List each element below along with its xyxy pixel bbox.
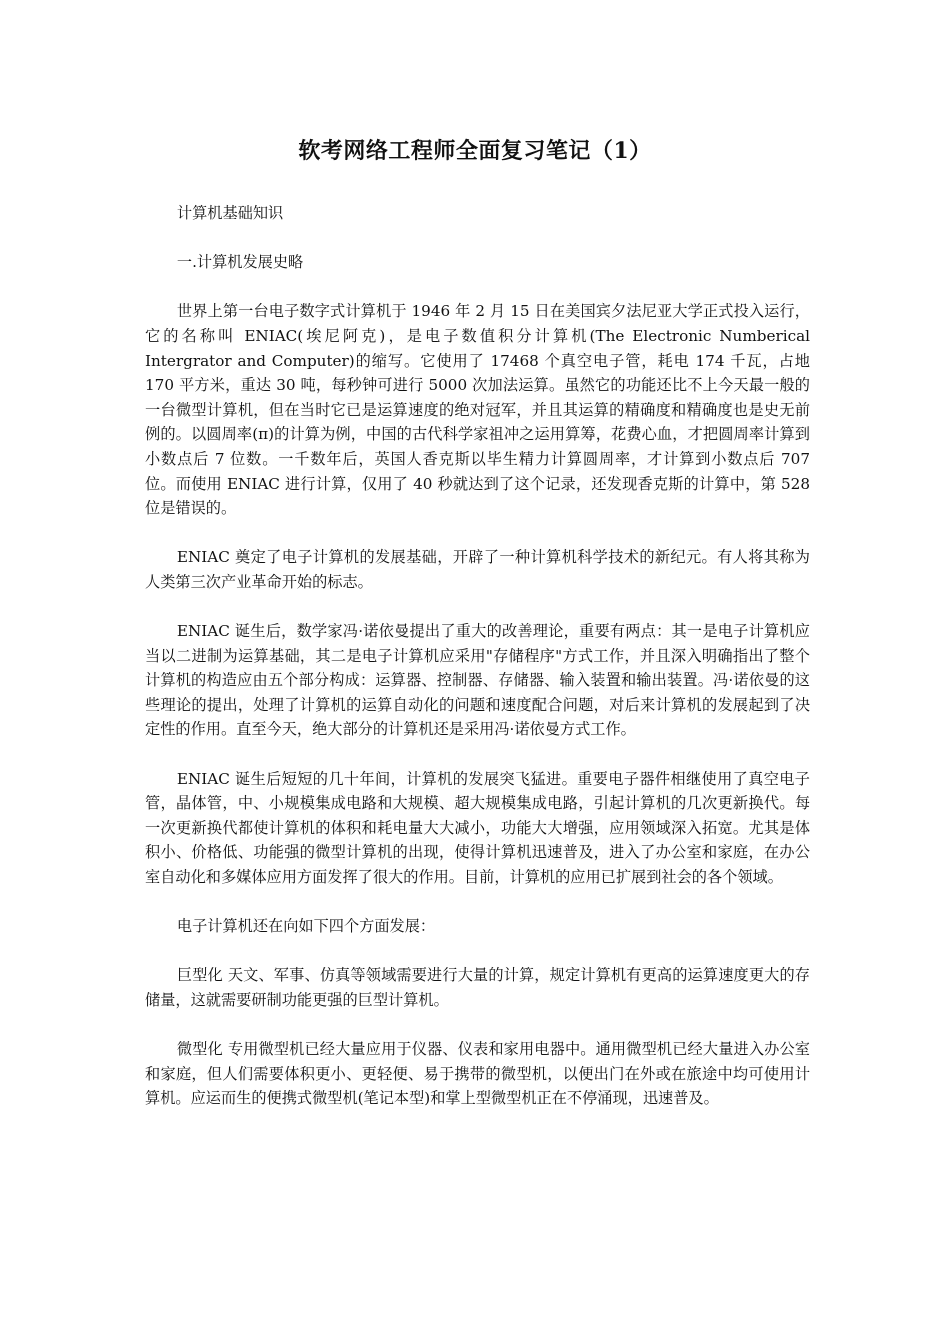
body-paragraph: ENIAC 诞生后短短的几十年间，计算机的发展突飞猛进。重要电子器件相继使用了真空电子管，晶体管，中、小规模集成电路和大规模、超大规模集成电路，引起计算机的几次更新换代。每一次更新换代都使计算机的体积和耗电量大大减小，功能大大增强，应用领域深入拓宽。尤其是体积小、价格低、功能强的微型计算机的出现，使得计算机迅速普及，进入了办公室和家庭，在办公室自动化和多媒体应用方面发挥了很大的作用。目前，计算机的应用已扩展到社会的各个领域。 [145, 769, 810, 887]
body-paragraph: 巨型化 天文、军事、仿真等领域需要进行大量的计算，规定计算机有更高的运算速度更大的存储量，这就需要研制功能更强的巨型计算机。 [145, 966, 810, 1009]
document-body [145, 201, 810, 1111]
section-heading: 计算机基础知识 [176, 204, 284, 222]
subsection-heading: 一.计算机发展史略 [176, 253, 304, 272]
document-title: 软考网络工程师全面复习笔记（1） [298, 138, 652, 164]
body-paragraph: 世界上第一台电子数字式计算机于 1946 年 2 月 15 日在美国宾夕法尼亚大学正式投入运行，它的名称叫 ENIAC(埃尼阿克)，是电子数值积分计算机(The Electronic Numberical Intergrator and Computer)的缩写。它使用了 17468 个真空电子管，耗电 174 千瓦，占地 170 平方米，重达 30 吨，每秒钟可进行 5000 次加法运算。虽然它的功能还比不上今天最一般的一台微型计算机，但在当时它已是运算速度的绝对冠军，并且其运算的精确度和精确度也是史无前例的。以圆周率(π)的计算为例，中国的古代科学家祖冲之运用算筹，花费心血，才把圆周率计算到小数点后 7 位数。一千数年后，英国人香克斯以毕生精力计算圆周率，才计算到小数点后 707 位。而使用 ENIAC 进行计算，仅用了 40 秒就达到了这个记录，还发现香克斯的计算中，第 528 位是错误的。 [145, 302, 810, 518]
body-paragraph: 电子计算机还在向如下四个方面发展： [176, 917, 436, 936]
body-paragraph: ENIAC 诞生后，数学家冯·诺依曼提出了重大的改善理论，重要有两点：其一是电子计算机应当以二进制为运算基础，其二是电子计算机应采用"存储程序"方式工作，并且深入明确指出了整个计算机的构造应由五个部分构成：运算器、控制器、存储器、输入装置和输出装置。冯·诺依曼的这些理论的提出，处理了计算机的运算自动化的问题和速度配合问题，对后来计算机的发展起到了决定性的作用。直至今天，绝大部分的计算机还是采用冯·诺依曼方式工作。 [145, 622, 810, 739]
body-paragraph: 微型化 专用微型机已经大量应用于仪器、仪表和家用电器中。通用微型机已经大量进入办公室和家庭，但人们需要体积更小、更轻便、易于携带的微型机，以便出门在外或在旅途中均可使用计算机。应运而生的便携式微型机(笔记本型)和掌上型微型机正在不停涌现，迅速普及。 [145, 1040, 810, 1108]
body-paragraph: ENIAC 奠定了电子计算机的发展基础，开辟了一种计算机科学技术的新纪元。有人将其称为人类第三次产业革命开始的标志。 [145, 548, 810, 591]
